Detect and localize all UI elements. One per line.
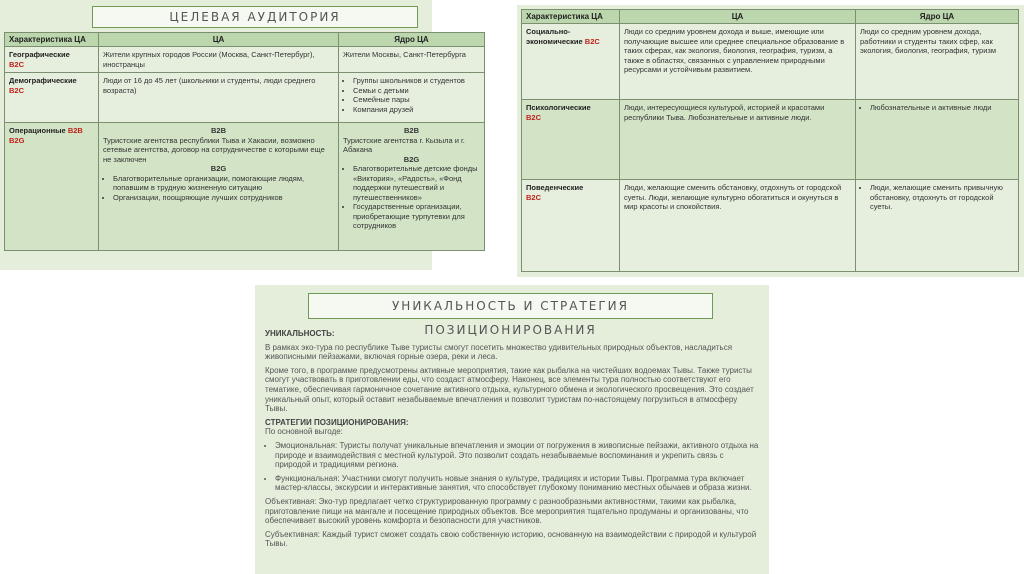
row-label [522, 180, 620, 272]
characteristic-name: Социально-экономические [526, 27, 583, 46]
b2b-text: Туристские агентства г. Кызыла и г. Абакана [343, 135, 465, 154]
list-item: • Компания друзей [353, 105, 480, 115]
segment-tag: B2C [9, 85, 25, 95]
b2b-subheading: B2B [403, 126, 419, 135]
list-item: • Благотворительные организации, помогающие людям, попавшим в трудную жизненную ситуацию [113, 174, 334, 193]
segment-tag: B2C [9, 59, 25, 69]
list-item: • Люди, желающие сменить привычную обстановку, отдохнуть от городской суеты. [870, 183, 1014, 212]
segment-tag: B2C [584, 36, 600, 46]
segment-tag: B2B [67, 126, 83, 135]
list-item: • Организации, поощряющие лучших сотрудников [113, 193, 334, 203]
header-ca: ЦА [99, 33, 339, 47]
slide-body [265, 329, 759, 553]
list-item: • Государственные организации, приобретающие турпутевки для сотрудников [353, 202, 480, 231]
segment-tag: B2C [526, 192, 542, 202]
table-row [5, 73, 485, 123]
ca-cell: Люди, интересующиеся культурой, историей и красотами республики Тыва. Любознательные и активные люди. [620, 100, 856, 180]
b2g-subheading: B2G [403, 154, 420, 164]
characteristic-name: Операционные [9, 126, 66, 135]
paragraph: Объективная: Эко-тур предлагает четко структурированную программу с разнообразными активностями, такими как рыбалка, приготовление пищи на мангале и посещение природных объектов. Все мероприятия тщательно продуманы и организованы, что обеспечивает высокий уровень комфорта и безопасности для участников. [265, 496, 749, 526]
row-label [5, 73, 99, 123]
header-characteristic: Характеристика ЦА [5, 33, 99, 47]
core-cell [856, 180, 1019, 272]
b2g-subheading: B2G [210, 164, 227, 173]
table-row [522, 180, 1019, 272]
row-label [5, 123, 99, 251]
header-core: Ядро ЦА [856, 10, 1019, 24]
segment-tag: B2G [9, 135, 25, 145]
core-cell: Жители Москвы, Санкт-Петербурга [339, 47, 485, 73]
paragraph: В рамках эко-тура по республике Тыве туристы смогут посетить множество удивительных природных объектов, насладиться живописными пейзажами, включая горные озера, реки и леса. [265, 342, 733, 362]
table-row [5, 123, 485, 251]
characteristic-name: Поведенческие [526, 183, 584, 192]
ca-cell: Люди от 16 до 45 лет (школьники и студенты, люди среднего возраста) [99, 73, 339, 123]
table-row [522, 100, 1019, 180]
b2b-subheading: B2B [210, 126, 226, 135]
ca-cell: Люди, желающие сменить обстановку, отдохнуть от городской суеты. Люди, желающие культурно обогатиться и окунуться в мир красоты и спокойствия. [620, 180, 856, 272]
slide-title: УНИКАЛЬНОСТЬ И СТРАТЕГИЯ ПОЗИЦИОНИРОВАНИЯ [308, 293, 713, 319]
ca-cell: Жители крупных городов России (Москва, Санкт-Петербург), иностранцы [99, 47, 339, 73]
paragraph: Субъективная: Каждый турист сможет создать свою собственную историю, основанную на взаимодействии с природой и культурой Тывы. [265, 529, 757, 549]
core-cell [339, 123, 485, 251]
header-ca: ЦА [620, 10, 856, 24]
table-row [522, 24, 1019, 100]
audience-table-2 [521, 9, 1019, 272]
b2b-text: Туристские агентства республики Тыва и Хакасии, возможно сетевые агентства, договор на сотрудничестве с которыми еще не заключен [103, 135, 325, 164]
table-row [5, 47, 485, 73]
list-item: • Семьи с детьми [353, 86, 480, 96]
characteristic-name: Географические [9, 50, 70, 59]
row-label [5, 47, 99, 73]
header-characteristic: Характеристика ЦА [522, 10, 620, 24]
table-header-row [522, 10, 1019, 24]
table-header-row [5, 33, 485, 47]
core-cell [856, 100, 1019, 180]
row-label [522, 100, 620, 180]
strategy-subheading: По основной выгоде: [265, 427, 343, 437]
list-item: • Семейные пары [353, 95, 480, 105]
slide-audience-characteristics [517, 5, 1024, 277]
strategy-heading: СТРАТЕГИИ ПОЗИЦИОНИРОВАНИЯ: [265, 417, 409, 427]
uniqueness-heading: УНИКАЛЬНОСТЬ: [265, 329, 335, 338]
list-item: • Функциональная: Участники смогут получить новые знания о культуре, традициях и истории Тывы. Программа тура включает мастер-классы, экскурсии и интерактивные занятия, что способствует глубокому пониманию местных обычаев и образа жизни. [275, 474, 759, 493]
audience-table [4, 32, 485, 251]
header-core: Ядро ЦА [339, 33, 485, 47]
ca-cell [99, 123, 339, 251]
list-item: • Любознательные и активные люди [870, 103, 1014, 113]
slide-uniqueness-positioning [255, 285, 769, 574]
characteristic-name: Демографические [9, 76, 77, 85]
paragraph: Кроме того, в программе предусмотрены активные мероприятия, такие как рыбалка на чистейших водоемах Тывы. Также туристы смогут участвовать в приготовлении еды, что создаст атмосферу. Наконец, все элементы тура полностью соответствуют его тематике, обеспечивая гармоничное сочетание активного отдыха, культурного обмена и экологического просвещения. Это создает уникальный опыт, который оставит незабываемые впечатления и позволит туристам по-настоящему погрузиться в атмосферу Тывы. [265, 365, 754, 414]
core-cell [339, 73, 485, 123]
row-label [522, 24, 620, 100]
characteristic-name: Психологические [526, 103, 591, 112]
list-item: • Группы школьников и студентов [353, 76, 480, 86]
slide-target-audience [0, 0, 478, 270]
slide-title: ЦЕЛЕВАЯ АУДИТОРИЯ [92, 6, 418, 28]
segment-tag: B2C [526, 112, 542, 122]
ca-cell: Люди со средним уровнем дохода и выше, имеющие или получающие высшее или среднее специальное образование в таких сферах, как экология, биология, география, туризм, а также в областях, связанных с управлением природными ресурсами и устойчивым развитием. [620, 24, 856, 100]
list-item: • Эмоциональная: Туристы получат уникальные впечатления и эмоции от погружения в живописные пейзажи, активного отдыха на природе и взаимодействия с местной культурой. Это позволит создать незабываемые воспоминания и укрепить связь с природой и традициями региона. [275, 441, 759, 470]
core-cell: Люди со средним уровнем дохода, работники и студенты таких сфер, как экология, биология, география, туризм [856, 24, 1019, 100]
list-item: • Благотворительные детские фонды «Виктория», «Радость», «Фонд поддержки путешествий и путешественников» [353, 164, 480, 202]
